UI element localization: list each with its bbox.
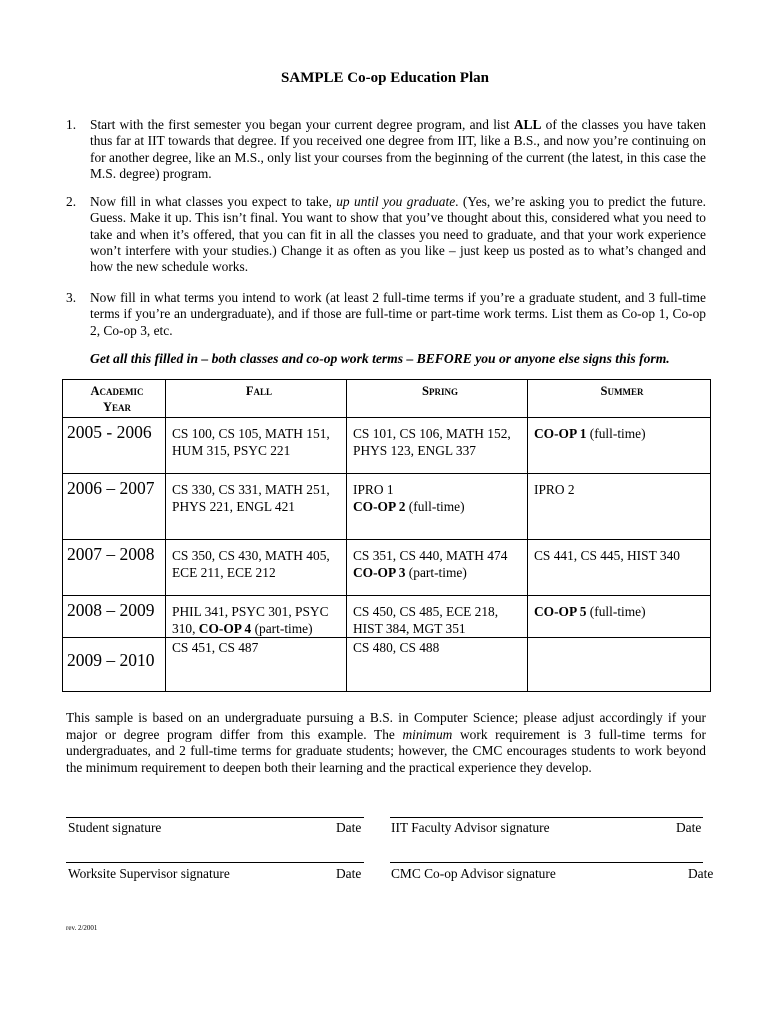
table-row: 2006 – 2007 CS 330, CS 331, MATH 251, PHYS 221, ENGL 421 IPRO 1 CO-OP 2 (full-time) IPRO 2	[63, 474, 711, 540]
date-label: Date	[688, 866, 714, 881]
date-label: Date	[336, 820, 362, 835]
header-summer: Summer	[528, 380, 711, 418]
table-row: 2009 – 2010 CS 451, CS 487 CS 480, CS 488	[63, 638, 711, 692]
table-header-row	[63, 380, 711, 418]
cmc-signature-label: CMC Co-op Advisor signature	[391, 866, 556, 881]
table-row: 2008 – 2009 PHIL 341, PSYC 301, PSYC 310, CO-OP 4 (part-time) CS 450, CS 485, ECE 218, HIST 384, MGT 351 CO-OP 5 (full-time)	[63, 596, 711, 638]
cmc-signature-line[interactable]	[390, 862, 703, 863]
faculty-signature-label: IIT Faculty Advisor signature	[391, 820, 550, 835]
closing-paragraph: This sample is based on an undergraduate pursuing a B.S. in Computer Science; please adjust accordingly if your major or degree program differ from this example. The minimum work requirement is 3 full-time terms for undergraduates, and 2 full-time terms for graduate students; however, the CMC encourages students to work beyond the minimum requirement to deepen both their learning and the practical experience they develop.	[66, 710, 706, 775]
table-row: 2007 – 2008 CS 350, CS 430, MATH 405, ECE 211, ECE 212 CS 351, CS 440, MATH 474 CO-OP 3 (part-time) CS 441, CS 445, HIST 340	[63, 540, 711, 596]
revision-note: rev. 2/2001	[66, 924, 98, 932]
instruction-2: 2. Now fill in what classes you expect to take, up until you graduate. (Yes, we’re asking you to predict the future. Guess. Make it up. This isn’t final. You want to show that you’ve thought about this, considered what you need to take and when it’s offered, that you can fit in all the classes you need to graduate, and that your work experience won’t interfere with your studies.) Change it as often as you like – just keep us posted as to what’s changed and how the new schedule works.	[66, 194, 707, 275]
instruction-1-text: Start with the first semester you began your current degree program, and list ALL of the classes you have taken thus far at IIT towards that degree. If you received one degree from IIT, like a B.S., and now you’re continuing on for another degree, like an M.S., only list your courses from the beginning of the current (the latest, in this case the M.S. degree) program.	[90, 117, 706, 181]
header-academic-year: Academic Year	[63, 380, 166, 418]
supervisor-signature-line[interactable]	[66, 862, 364, 863]
supervisor-signature-label: Worksite Supervisor signature	[68, 866, 230, 881]
table-row: 2005 - 2006 CS 100, CS 105, MATH 151, HUM 315, PSYC 221 CS 101, CS 106, MATH 152, PHYS 123, ENGL 337 CO-OP 1 (full-time)	[63, 418, 711, 474]
instruction-3: 3. Now fill in what terms you intend to work (at least 2 full-time terms if you’re a graduate student, and 3 full-time terms if you’re an undergraduate), and if those are full-time or part-time work terms. List them as Co-op 1, Co-op 2, Co-op 3, etc.	[66, 290, 706, 338]
emphasis-line: Get all this filled in – both classes and co-op work terms – BEFORE you or anyone else signs this form.	[90, 351, 670, 366]
header-spring: Spring	[347, 380, 528, 418]
header-fall: Fall	[166, 380, 347, 418]
date-label: Date	[336, 866, 362, 881]
date-label: Date	[676, 820, 702, 835]
student-signature-label: Student signature	[68, 820, 162, 835]
student-signature-line[interactable]	[66, 817, 364, 818]
instruction-1: 1. Start with the first semester you began your current degree program, and list ALL of the classes you have taken thus far at IIT towards that degree. If you received one degree from IIT, like a B.S., and now you’re continuing on for another degree, like an M.S., only list your courses from the beginning of the current (the latest, in this case the M.S. degree) program.	[66, 117, 706, 181]
page-title: SAMPLE Co-op Education Plan	[281, 70, 489, 86]
instruction-3-text: Now fill in what terms you intend to work (at least 2 full-time terms if you’re a graduate student, and 3 full-time terms if you’re an undergraduate), and if those are full-time or part-time work terms. List them as Co-op 1, Co-op 2, Co-op 3, etc.	[90, 290, 706, 338]
coop-plan-table	[62, 379, 711, 692]
instruction-2-text: Now fill in what classes you expect to take, up until you graduate. (Yes, we’re asking you to predict the future. Guess. Make it up. This isn’t final. You want to show that you’ve thought about this, considered what you need to take and when it’s offered, that you can fit in all the classes you need to graduate, and that your work experience won’t interfere with your studies.) Change it as often as you like – just keep us posted as to what’s changed and how the new schedule works.	[90, 194, 707, 275]
faculty-signature-line[interactable]	[390, 817, 703, 818]
